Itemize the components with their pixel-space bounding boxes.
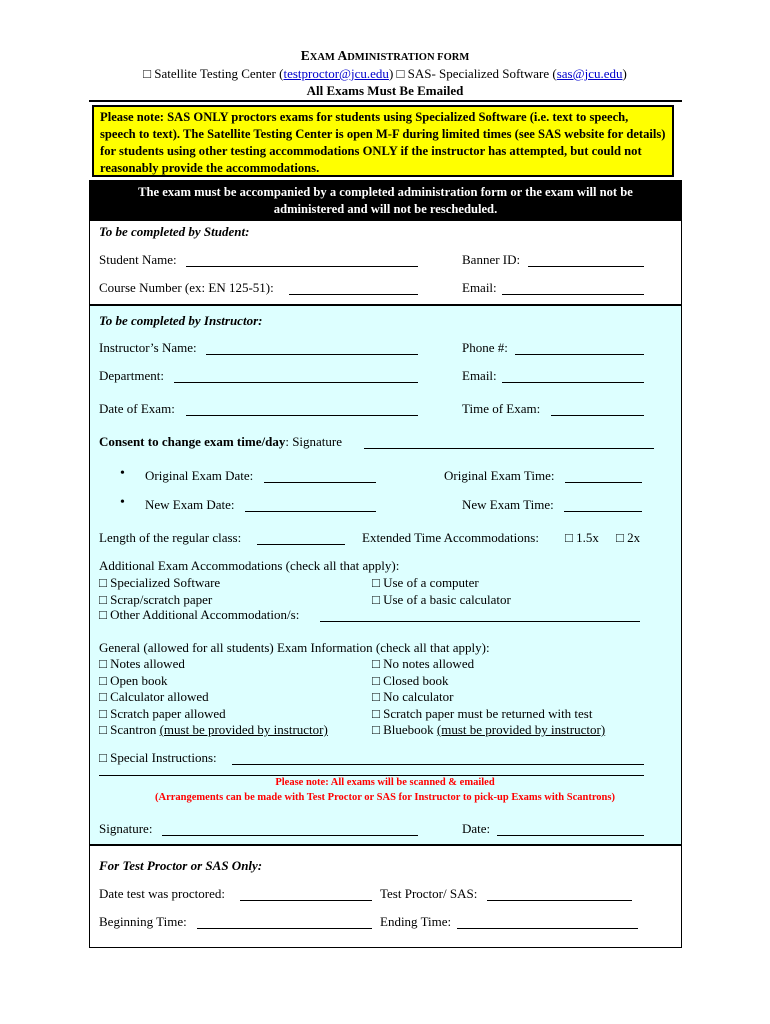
original-time-field[interactable] [565,482,642,483]
bullet-icon: • [120,495,125,510]
signature-field[interactable] [162,835,418,836]
other-accommodation-field[interactable] [320,621,640,622]
testproctor-email-link[interactable]: testproctor@jcu.edu [283,66,389,81]
no-notes-checkbox[interactable]: □ No notes allowed [372,656,475,671]
no-calculator-checkbox[interactable]: □ No calculator [372,689,454,704]
scrap-paper-checkbox[interactable]: □ Scrap/scratch paper [99,592,213,607]
new-time-label: New Exam Time: [462,497,554,512]
special-instructions-field[interactable] [232,764,644,765]
instructor-name-label: Instructor’s Name: [99,340,197,355]
course-number-field[interactable] [289,294,418,295]
accompany-notice: The exam must be accompanied by a completed administration form or the exam will not be administered and will not be rescheduled. [89,180,682,220]
beginning-time-label: Beginning Time: [99,914,187,929]
consent-label: Consent to change exam time/day: Signature [99,434,343,449]
student-email-field[interactable] [502,294,644,295]
special-instructions-field-2[interactable] [99,775,644,776]
scratch-returned-checkbox[interactable]: □ Scratch paper must be returned with test [372,706,593,721]
new-date-label: New Exam Date: [145,497,235,512]
student-name-field[interactable] [186,266,418,267]
new-time-field[interactable] [564,511,642,512]
additional-heading: Additional Exam Accommodations (check all that apply): [99,558,400,573]
class-length-field[interactable] [257,544,345,545]
computer-checkbox[interactable]: □ Use of a computer [372,575,479,590]
instructor-email-label: Email: [462,368,497,383]
original-date-field[interactable] [264,482,376,483]
submission-options: □ Satellite Testing Center (testproctor@jcu.edu) □ SAS- Specialized Software (sas@jcu.edu) [143,66,627,81]
proctor-heading: For Test Proctor or SAS Only: [99,858,263,873]
exam-time-field[interactable] [551,415,644,416]
date-proctored-label: Date test was proctored: [99,886,225,901]
instructor-name-field[interactable] [206,354,418,355]
class-length-label: Length of the regular class: [99,530,242,545]
date-field[interactable] [497,835,644,836]
sas-checkbox-label[interactable]: ) □ SAS- Specialized Software ( [388,66,557,81]
specialized-software-checkbox[interactable]: □ Specialized Software [99,575,221,590]
exam-time-label: Time of Exam: [462,401,541,416]
special-instructions-checkbox[interactable]: □ Special Instructions: [99,750,217,765]
basic-calculator-checkbox[interactable]: □ Use of a basic calculator [372,592,511,607]
form-title: EXAM ADMINISTRATION FORM [300,48,470,63]
test-proctor-label: Test Proctor/ SAS: [380,886,478,901]
test-proctor-field[interactable] [487,900,632,901]
banner-id-field[interactable] [528,266,644,267]
department-label: Department: [99,368,164,383]
notes-allowed-checkbox[interactable]: □ Notes allowed [99,656,185,671]
student-heading: To be completed by Student: [99,224,250,239]
extended-1-5x-checkbox[interactable]: □ 1.5x [565,530,599,545]
ending-time-label: Ending Time: [380,914,452,929]
student-email-label: Email: [462,280,497,295]
department-field[interactable] [174,382,418,383]
emailed-notice: All Exams Must Be Emailed [306,83,464,98]
closed-book-checkbox[interactable]: □ Closed book [372,673,449,688]
bluebook-checkbox[interactable]: □ Bluebook (must be provided by instructor) [372,722,606,737]
instructor-email-field[interactable] [502,382,644,383]
bullet-icon: • [120,466,125,481]
extended-time-label: Extended Time Accommodations: [362,530,539,545]
date-proctored-field[interactable] [240,900,372,901]
course-number-label: Course Number (ex: EN 125-51): [99,280,274,295]
banner-id-label: Banner ID: [462,252,521,267]
other-accommodation-checkbox[interactable]: □ Other Additional Accommodation/s: [99,607,300,622]
exam-date-label: Date of Exam: [99,401,175,416]
date-label: Date: [462,821,491,836]
beginning-time-field[interactable] [197,928,372,929]
new-date-field[interactable] [245,511,376,512]
phone-label: Phone #: [462,340,508,355]
arrangements-notice: (Arrangements can be made with Test Proctor or SAS for Instructor to pick-up Exams with Scantrons) [155,792,615,803]
open-book-checkbox[interactable]: □ Open book [99,673,168,688]
original-time-label: Original Exam Time: [444,468,555,483]
sas-note-box: Please note: SAS ONLY proctors exams for students using Specialized Software (i.e. text to speech, speech to text). The Satellite Testing Center is open M-F during limited times (see SAS website for details) for students using other testing accommodations ONLY if the instructor has attempted, but could not reasonably provide the accommodations. [92,105,674,177]
scantron-checkbox[interactable]: □ Scantron (must be provided by instructor) [99,722,328,737]
calculator-allowed-checkbox[interactable]: □ Calculator allowed [99,689,209,704]
scratch-allowed-checkbox[interactable]: □ Scratch paper allowed [99,706,226,721]
signature-label: Signature: [99,821,153,836]
student-name-label: Student Name: [99,252,177,267]
scanned-notice: Please note: All exams will be scanned & emailed [275,777,495,788]
consent-signature-field[interactable] [364,448,654,449]
extended-2x-checkbox[interactable]: □ 2x [616,530,641,545]
satellite-checkbox-label[interactable]: □ Satellite Testing Center ( [143,66,284,81]
general-heading: General (allowed for all students) Exam Information (check all that apply): [99,640,490,655]
header-divider [89,100,682,102]
instructor-heading: To be completed by Instructor: [99,313,263,328]
ending-time-field[interactable] [457,928,638,929]
exam-date-field[interactable] [186,415,418,416]
phone-field[interactable] [515,354,644,355]
original-date-label: Original Exam Date: [145,468,254,483]
sas-email-link[interactable]: sas@jcu.edu [556,66,623,81]
